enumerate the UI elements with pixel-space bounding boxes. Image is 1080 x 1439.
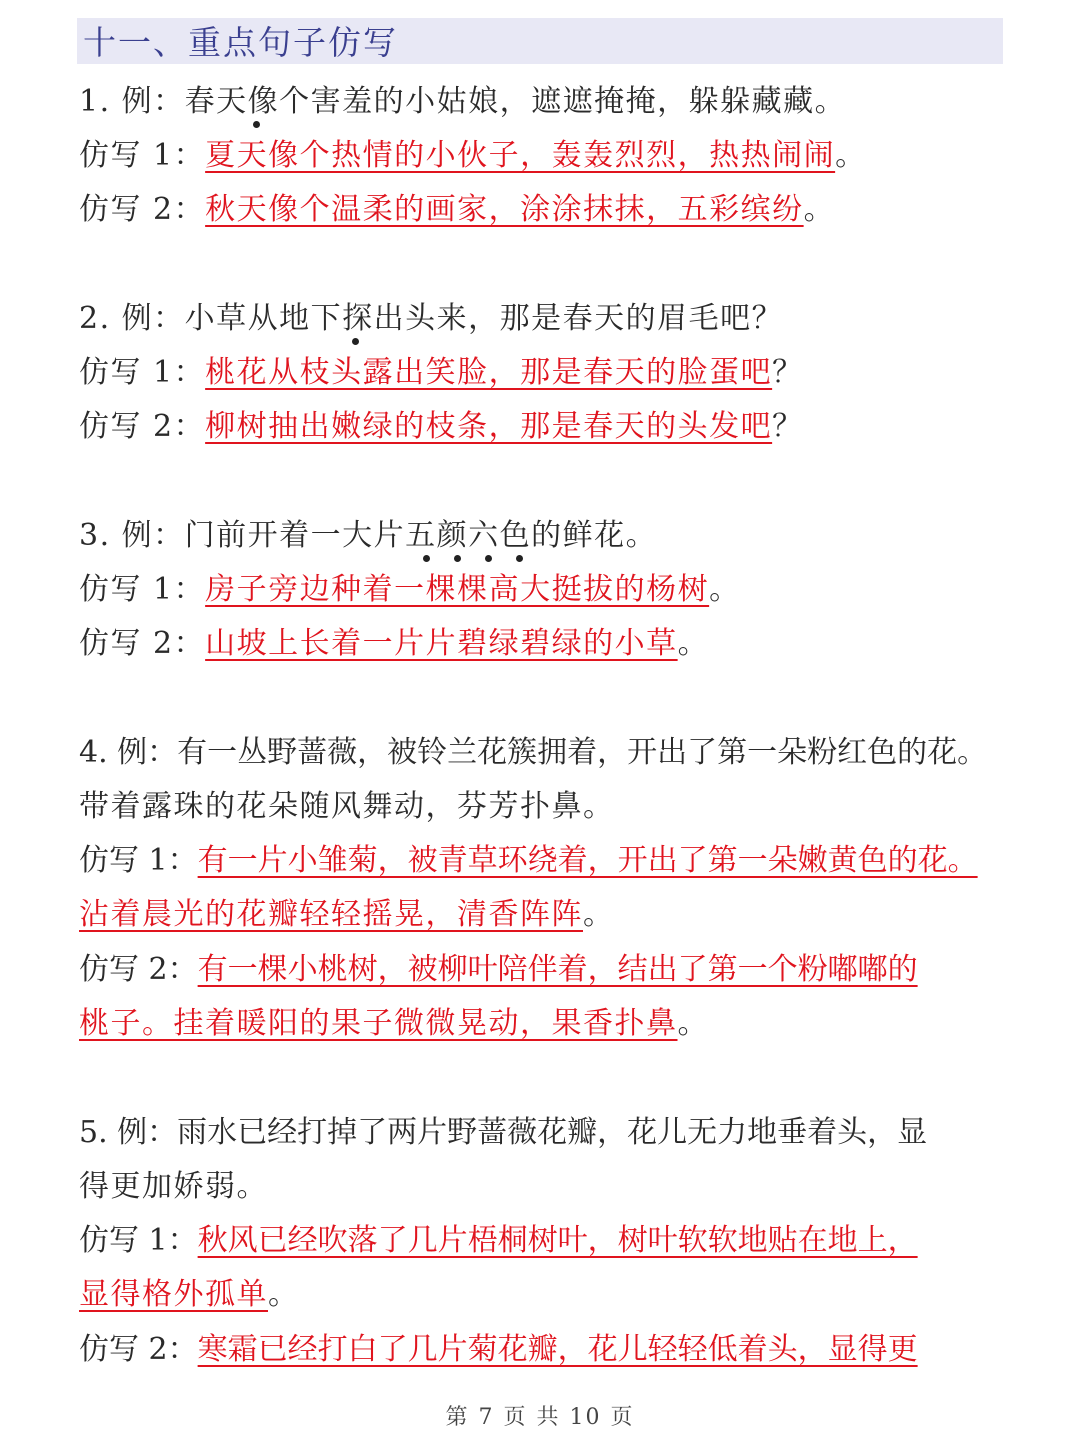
example-4-cont: 带着露珠的花朵随风舞动，芬芳扑鼻。: [79, 789, 615, 824]
answer-4-1-cont: 沾着晨光的花瓣轻轻摇晃，清香阵阵。: [79, 897, 615, 932]
answer-5-2: 仿写 2：寒霜已经打白了几片菊花瓣，花儿轻轻低着头，显得更: [79, 1332, 918, 1367]
page-footer: 第 7 页 共 10 页: [445, 1405, 635, 1430]
example-2: 2. 例：小草从地下探出头来，那是春天的眉毛吧？: [79, 301, 784, 336]
answer-4-1: 仿写 1：有一片小雏菊，被青草环绕着，开出了第一朵嫩黄色的花。: [79, 843, 978, 878]
emphasis-dot: [516, 555, 523, 562]
answer-5-1-cont: 显得格外孤单。: [79, 1277, 300, 1312]
emphasis-dot: [454, 555, 461, 562]
answer-1-1: 仿写 1：夏天像个热情的小伙子，轰轰烈烈，热热闹闹。: [79, 138, 867, 173]
answer-4-2-cont: 桃子。挂着暖阳的果子微微晃动，果香扑鼻。: [79, 1006, 709, 1041]
answer-3-1: 仿写 1：房子旁边种着一棵棵高大挺拔的杨树。: [79, 572, 741, 607]
answer-3-2: 仿写 2：山坡上长着一片片碧绿碧绿的小草。: [79, 626, 710, 661]
answer-1-2: 仿写 2：秋天像个温柔的画家，涂涂抹抹，五彩缤纷。: [79, 192, 836, 227]
answer-2-1: 仿写 1：桃花从枝头露出笑脸，那是春天的脸蛋吧？: [79, 355, 804, 390]
emphasis-dot: [352, 338, 359, 345]
example-4: 4. 例：有一丛野蔷薇，被铃兰花簇拥着，开出了第一朵粉红色的花。: [79, 735, 988, 770]
emphasis-dot: [423, 555, 430, 562]
example-1: 1. 例：春天像个害羞的小姑娘，遮遮掩掩，躲躲藏藏。: [79, 84, 847, 119]
answer-5-1: 仿写 1：秋风已经吹落了几片梧桐树叶，树叶软软地贴在地上，: [79, 1223, 918, 1258]
answer-2-2: 仿写 2：柳树抽出嫩绿的枝条，那是春天的头发吧？: [79, 409, 804, 444]
emphasis-dot: [253, 121, 260, 128]
example-5: 5. 例：雨水已经打掉了两片野蔷薇花瓣，花儿无力地垂着头，显: [79, 1115, 928, 1150]
example-3: 3. 例：门前开着一大片五颜六色的鲜花。: [79, 518, 658, 553]
answer-4-2: 仿写 2：有一棵小桃树，被柳叶陪伴着，结出了第一个粉嘟嘟的: [79, 952, 918, 987]
example-5-cont: 得更加娇弱。: [79, 1169, 268, 1204]
section-heading: 十一、重点句子仿写: [77, 18, 1003, 64]
emphasis-dot: [485, 555, 492, 562]
